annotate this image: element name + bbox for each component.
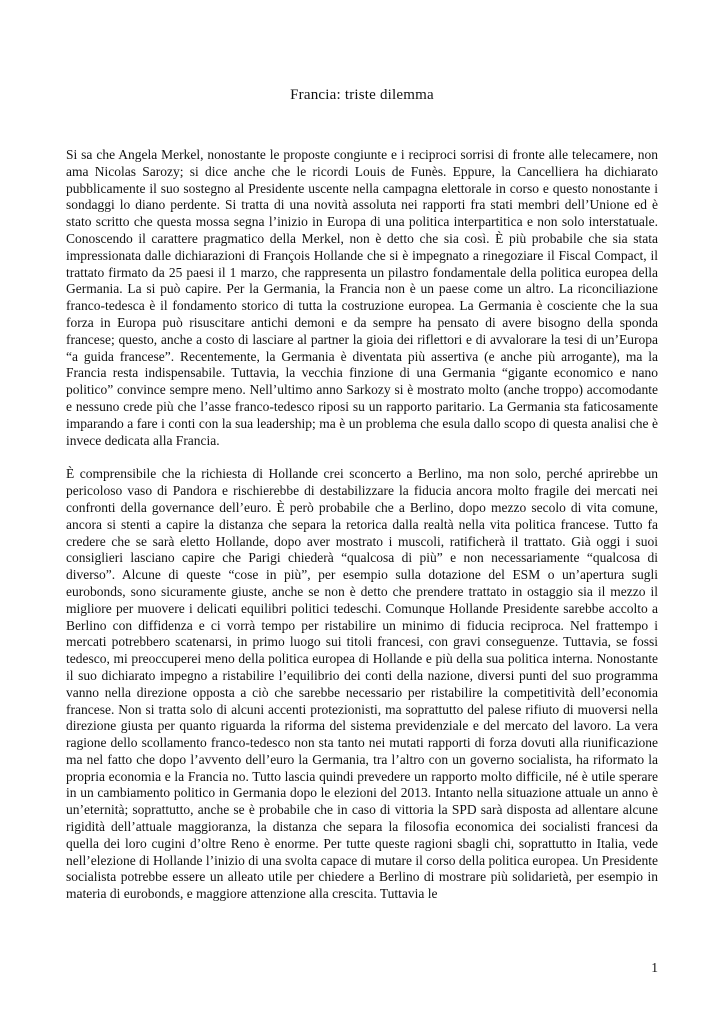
paragraph-2: È comprensibile che la richiesta di Hollande crei sconcerto a Berlino, ma non solo, perché aprirebbe un pericoloso vaso di Pandora e rischierebbe di destabilizzare la fiducia ancora molto fragile dei mercati nei confronti della governance dell’euro. È però probabile che a Berlino, dopo mezzo secolo di vita comune, ancora si stenti a capire la distanza che separa la retorica dalla realtà nella vita politica francese. Tutto fa credere che se sarà eletto Hollande, dopo aver mostrato i muscoli, ratificherà il trattato. Già oggi i suoi consiglieri lasciano capire che Parigi chiederà “qualcosa di più” e non necessariamente “qualcosa di diverso”. Alcune di queste “cose in più”, per esempio sulla dotazione del ESM o un’apertura sugli eurobonds, sono sicuramente giuste, anche se non è detto che prendere trattato in ostaggio sia il mezzo il migliore per muovere i delicati equilibri politici tedeschi. Comunque Hollande Presidente sarebbe accolto a Berlino con diffidenza e ci vorrà tempo per ristabilire un minimo di fiducia reciproca. Nel frattempo i mercati potrebbero scatenarsi, in primo luogo sui titoli francesi, con gravi conseguenze. Tuttavia, se fossi tedesco, mi preoccuperei meno della politica europea di Hollande e più della sua politica interna. Nonostante il suo dichiarato impegno a ristabilire l’equilibrio dei conti della nazione, diversi punti del suo programma vanno nella direzione opposta a ciò che sarebbe necessario per ristabilire la competitività dell’economia francese. Non si tratta solo di alcuni accenti protezionisti, ma soprattutto del palese rifiuto di muoversi nella direzione giusta per quanto riguarda la riforma del sistema previdenziale e del mercato del lavoro. La vera ragione dello scollamento franco-tedesco non sta tanto nei mutati rapporti di forza dovuti alla riunificazione ma nel fatto che dopo l’avvento dell’euro la Germania, tra l’altro con un governo socialista, ha riformato la propria economia e la Francia no. Tutto lascia quindi prevedere un rapporto molto difficile, né è utile sperare in un cambiamento politico in Germania dopo le elezioni del 2013. Intanto nella situazione attuale un anno è un’eternità; soprattutto, anche se è probabile che in caso di vittoria la SPD sarà disposta ad allentare alcune rigidità dell’attuale maggioranza, la distanza che separa la filosofia economica dei socialisti francesi da quella dei loro cugini d’oltre Reno è enorme. Per tutte queste ragioni sbagli chi, soprattutto in Italia, vede nell’elezione di Hollande l’inizio di una svolta capace di mutare il corso della politica europea. Un Presidente socialista potrebbe essere un alleato utile per chiedere a Berlino di mostrare più solidarietà, per esempio in materia di eurobonds, e maggiore attenzione alla crescita. Tuttavia le xyxy=(66,466,658,902)
document-title: Francia: triste dilemma xyxy=(290,87,434,103)
paragraph-1: Si sa che Angela Merkel, nonostante le proposte congiunte e i reciproci sorrisi di fronte alle telecamere, non ama Nicolas Sarozy; si dice anche che le ricordi Louis de Funès. Eppure, la Cancelliera ha dichiarato pubblicamente il suo sostegno al Presidente uscente nella campagna elettorale in corso e questo nonostante i sondaggi lo diano perdente. Si tratta di una novità assoluta nei rapporti fra stati membri dell’Unione ed è stato scritto che questa mossa segna l’inizio in Europa di una politica interpartitica e non solo interstatuale. Conoscendo il carattere pragmatico della Merkel, non è detto che sia così. È più probabile che sia stata impressionata dalle dichiarazioni di François Hollande che si è impegnato a rinegoziare il Fiscal Compact, il trattato firmato da 25 paesi il 1 marzo, che rappresenta un pilastro fondamentale della politica europea della Germania. La si può capire. Per la Germania, la Francia non è un paese come un altro. La riconciliazione franco-tedesca è il fondamento storico di tutta la costruzione europea. La Germania è cosciente che la sua forza in Europa può risuscitare antichi demoni e da sempre ha pensato di avere bisogno della sponda francese; questo, anche a costo di lasciare al partner la gioia dei riflettori e di avvalorare la tesi di un’Europa “a guida francese”. Recentemente, la Germania è diventata più assertiva (e anche più arrogante), ma la Francia resta indispensabile. Tuttavia, la vecchia finzione di una Germania “gigante economico e nano politico” convince sempre meno. Nell’ultimo anno Sarkozy si è mostrato molto (anche troppo) accomodante e nessuno crede più che l’asse franco-tedesco riposi su un rapporto paritario. La Germania sta faticosamente imparando a fare i conti con la sua leadership; ma è un problema che esula dallo scopo di questa analisi che è invece dedicata alla Francia. xyxy=(66,147,658,448)
document-body xyxy=(66,147,658,903)
page-number: 1 xyxy=(651,960,658,975)
